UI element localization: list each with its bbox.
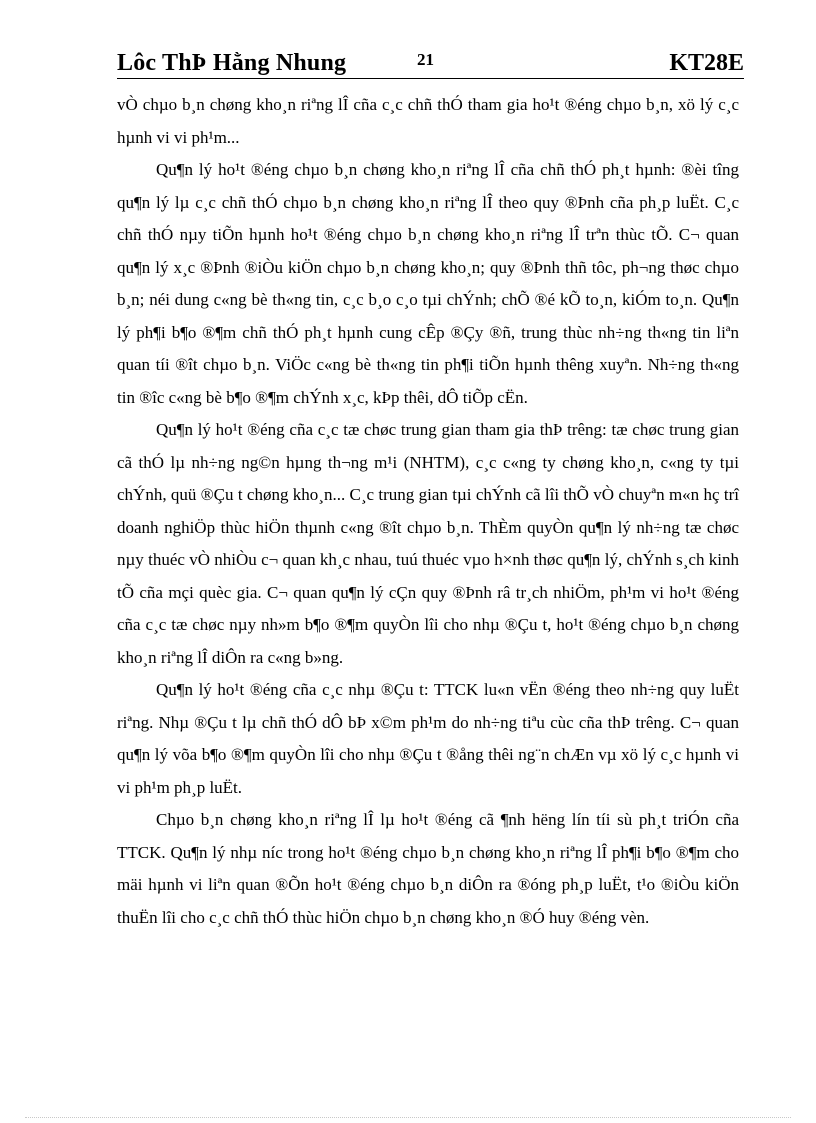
paragraph-issuer-management: Qu¶n lý ho¹t ®éng chµo b¸n chøng kho¸n riªng lÎ cña chñ thÓ ph¸t hµnh: ®èi tîng qu¶n lý lµ c¸c chñ thÓ chµo b¸n chøng kho¸n riªng lÎ theo quy ®Þnh cña ph¸p luËt. C¸c chñ thÓ nµy tiÕn hµnh ho¹t ®éng chµo b¸n chøng kho¸n riªng lÎ trªn thùc tÕ. C¬ quan qu¶n lý x¸c ®Þnh ®iÒu kiÖn chµo b¸n chøng kho¸n; quy ®Þnh thñ tôc, ph¬ng thøc chµo b¸n; néi dung c«ng bè th«ng tin, c¸c b¸o c¸o tµi chÝnh; chÕ ®é kÕ to¸n, kiÓm to¸n. Qu¶n lý ph¶i b¶o ®¶m chñ thÓ ph¸t hµnh cung cÊp ®Çy ®ñ, trung thùc nh÷ng th«ng tin liªn quan tíi ®ît chµo b¸n. ViÖc c«ng bè th«ng tin ph¶i tiÕn hµnh thêng xuyªn. Nh÷ng th«ng tin ®îc c«ng bè b¶o ®¶m chÝnh x¸c, kÞp thêi, dÔ tiÕp cËn. — [117, 160, 739, 407]
paragraph-intermediary-management: Qu¶n lý ho¹t ®éng cña c¸c tæ chøc trung gian tham gia thÞ trêng: tæ chøc trung gian cã thÓ lµ nh÷ng ng©n hµng th¬ng m¹i (NHTM), c¸c c«ng ty chøng kho¸n, c«ng ty tµi chÝnh, quü ®Çu t chøng kho¸n... C¸c trung gian tµi chÝnh cã lîi thÕ vÒ chuyªn m«n hç trî doanh nghiÖp thùc hiÖn thµnh c«ng ®ît chµo b¸n. ThÈm quyÒn qu¶n lý nh÷ng tæ chøc nµy thuéc vÒ nhiÒu c¬ quan kh¸c nhau, tuú thuéc vµo h×nh thøc qu¶n lý, chÝnh s¸ch kinh tÕ cña mçi quèc gia. C¬ quan qu¶n lý cÇn quy ®Þnh râ tr¸ch nhiÖm, ph¹m vi ho¹t ®éng cña c¸c tæ chøc nµy nh»m b¶o ®¶m quyÒn lîi cho nhµ ®Çu t, ho¹t ®éng chµo b¸n chøng kho¸n riªng lÎ diÔn ra c«ng b»ng. — [117, 420, 739, 667]
page-header — [117, 48, 744, 79]
document-code: KT28E — [669, 50, 744, 76]
document-body — [117, 89, 739, 934]
paragraph-investor-management: Qu¶n lý ho¹t ®éng cña c¸c nhµ ®Çu t: TTCK lu«n vËn ®éng theo nh÷ng quy luËt riªng. Nhµ ®Çu t lµ chñ thÓ dÔ bÞ x©m ph¹m do nh÷ng tiªu cùc cña thÞ trêng. C¬ quan qu¶n lý võa b¶o ®¶m quyÒn lîi cho nhµ ®Çu t ®ång thêi ng¨n chÆn vµ xö lý c¸c hµnh vi vi ph¹m ph¸p luËt. — [117, 680, 739, 797]
page-number: 21 — [417, 50, 434, 69]
paragraph-conclusion: Chµo b¸n chøng kho¸n riªng lÎ lµ ho¹t ®éng cã ¶nh hëng lín tíi sù ph¸t triÓn cña TTCK. Qu¶n lý nhµ níc trong ho¹t ®éng chµo b¸n chøng kho¸n riªng lÎ ph¶i b¶o ®¶m cho mäi hµnh vi liªn quan ®Õn ho¹t ®éng chµo b¸n diÔn ra ®óng ph¸p luËt, t¹o ®iÒu kiÖn thuËn lîi cho c¸c chñ thÓ thùc hiÖn chµo b¸n chøng kho¸n ®Ó huy ®éng vèn. — [117, 810, 739, 927]
page-bottom-divider — [25, 1117, 791, 1118]
paragraph-continuation: vÒ chµo b¸n chøng kho¸n riªng lÎ cña c¸c chñ thÓ tham gia ho¹t ®éng chµo b¸n, xö lý c¸c hµnh vi vi ph¹m... — [117, 95, 739, 147]
author-name: Lôc ThÞ Hằng Nhung — [117, 50, 347, 76]
